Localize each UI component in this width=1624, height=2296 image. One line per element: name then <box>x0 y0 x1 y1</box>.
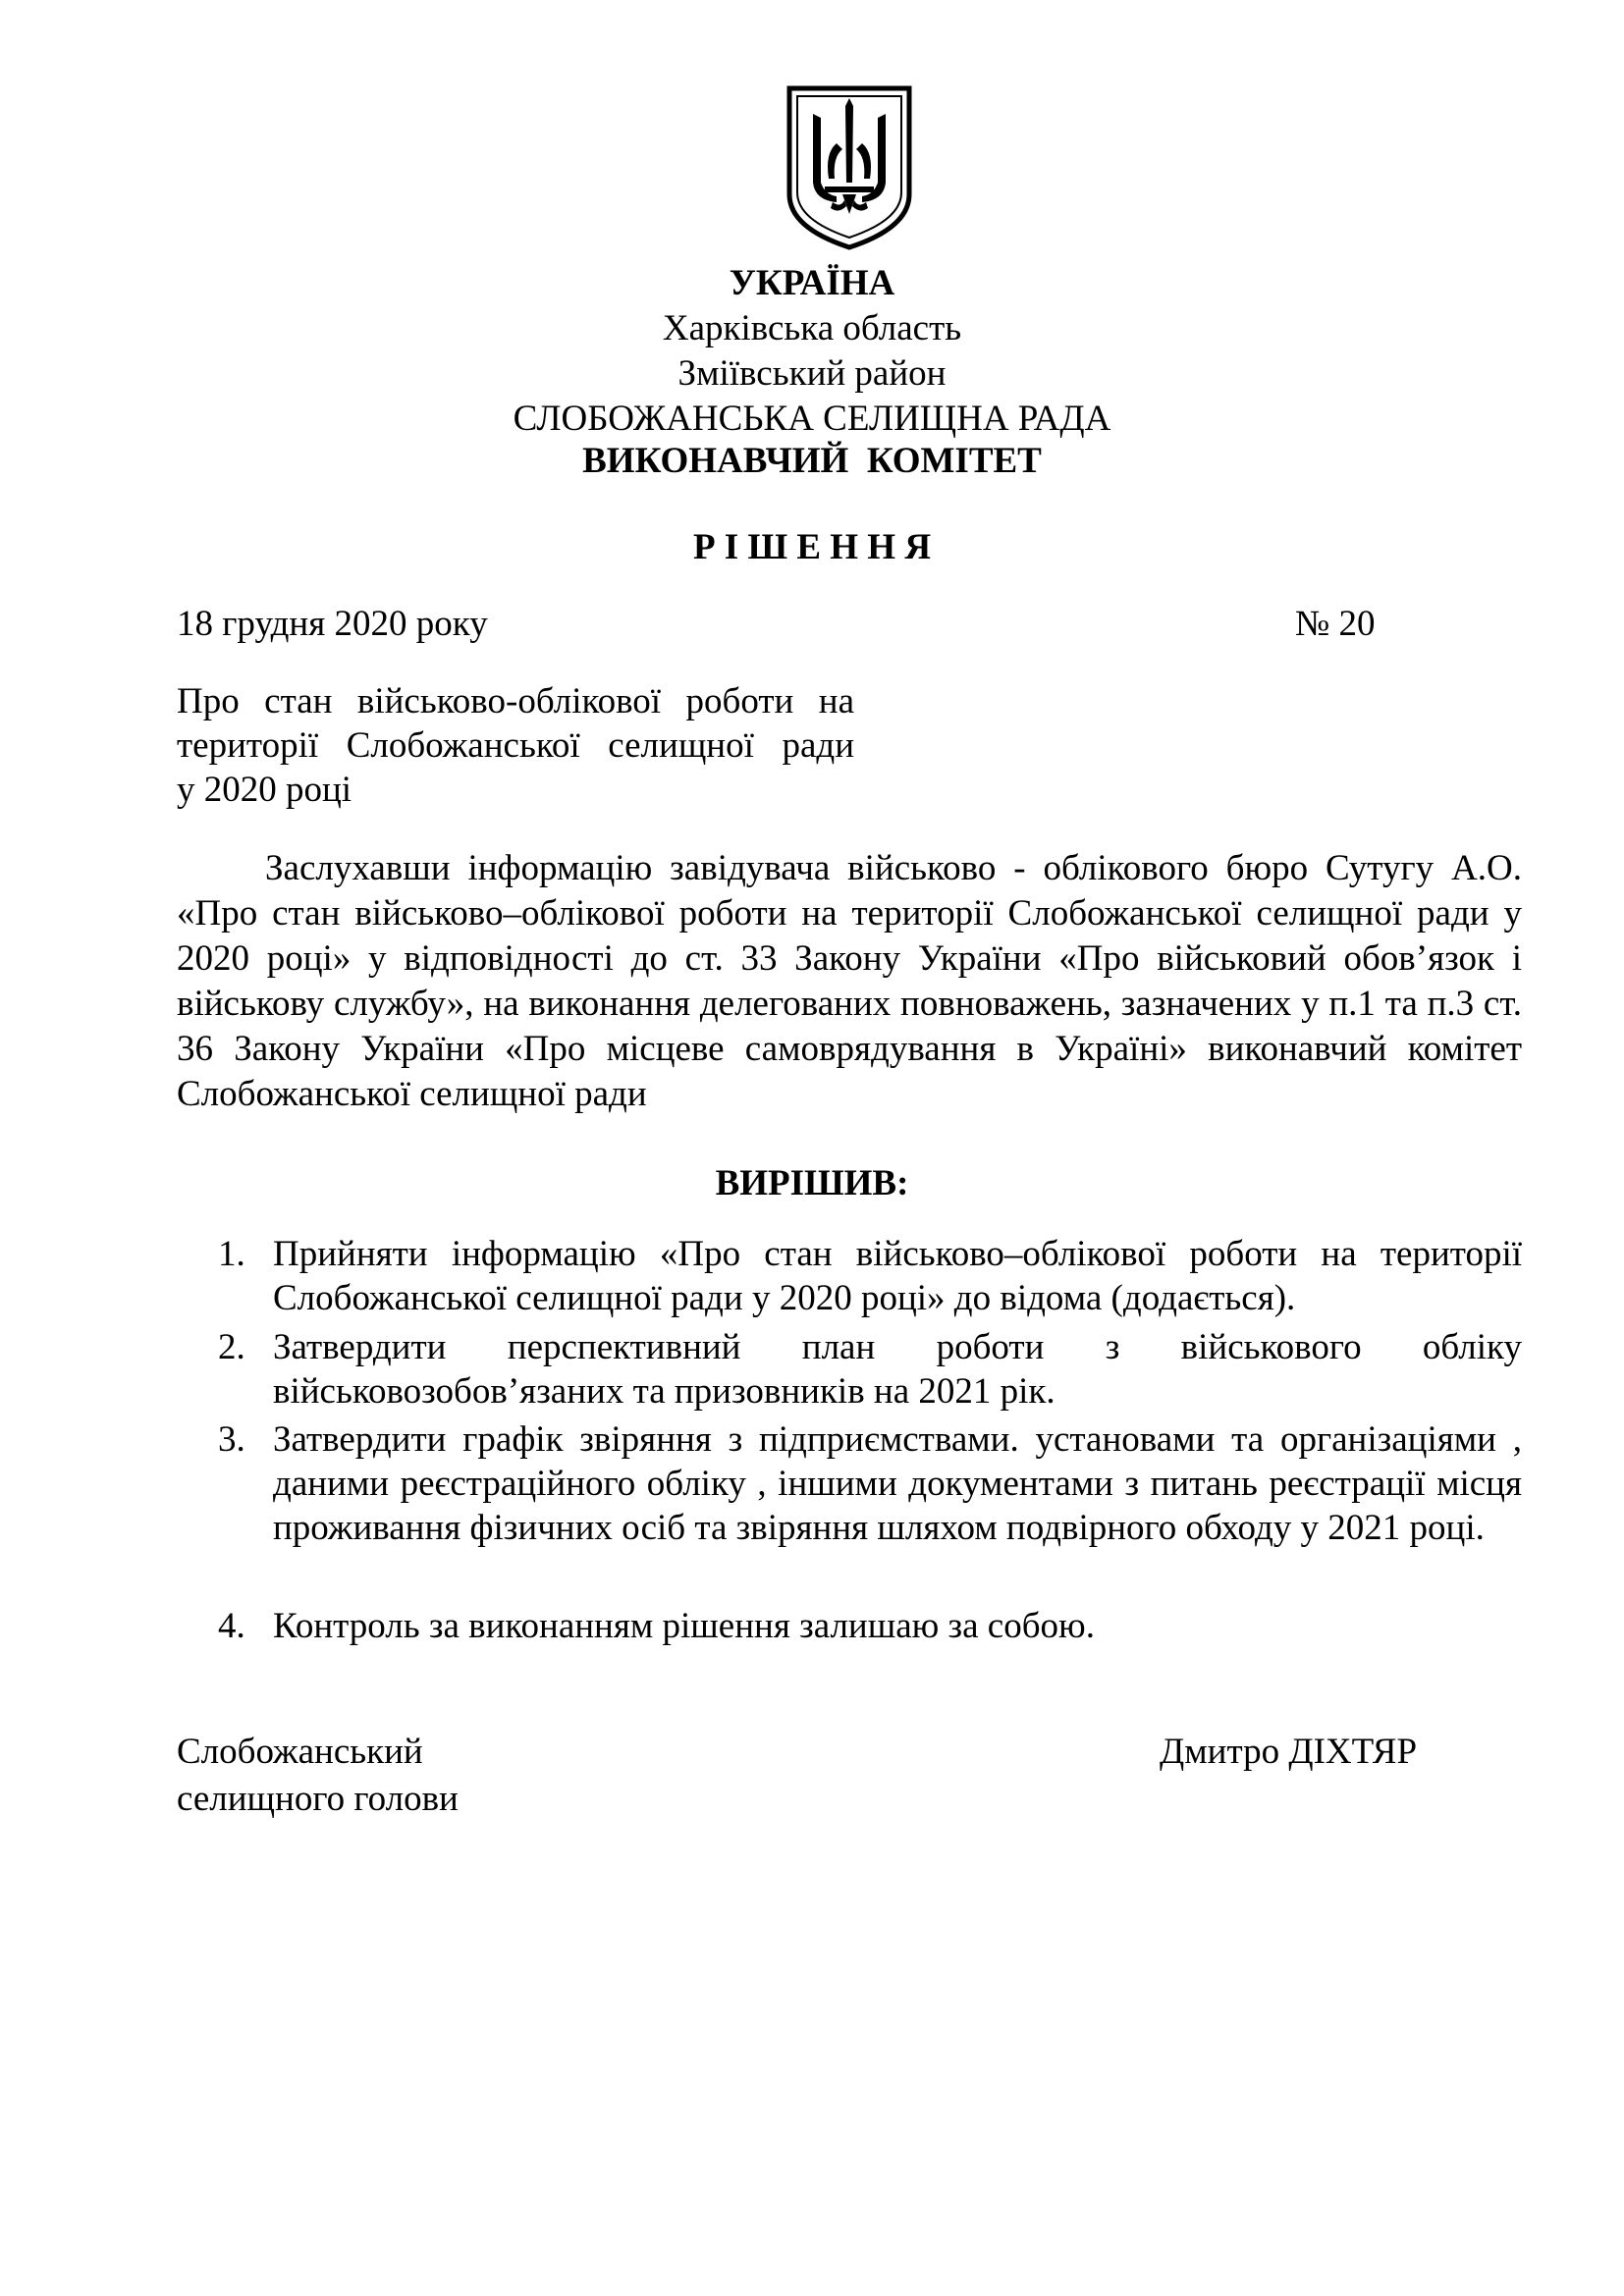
council-name: СЛОБОЖАНСЬКА СЕЛИЩНА РАДА <box>513 399 1111 439</box>
preamble-paragraph: Заслухавши інформацію завідувача військово - облікового бюро Сутугу А.О. «Про стан військово–облікової роботи на території Слобожанської селищної ради у 2020 році» у відповідності до ст. 33 Закону України «Про військовий обов’язок і військову службу», на виконання делегованих повноважень, зазначених у п.1 та п.3 ст. 36 Закону України «Про місцеве самоврядування в Україні» виконавчий комітет Слобожанської селищної ради <box>177 848 1522 1114</box>
region-name: Харківська область <box>662 308 962 348</box>
item-number: 2. <box>218 1327 245 1367</box>
item-number: 3. <box>218 1419 245 1460</box>
subject-line: території Слобожанської селищної ради <box>177 725 854 766</box>
item-text: Прийняти інформацію «Про стан військово–облікової роботи на території Слобожанської селищної ради у 2020 році» до відома (додається). <box>273 1234 1522 1318</box>
committee-name: ВИКОНАВЧИЙ КОМІТЕТ <box>582 441 1042 481</box>
item-text: Затвердити перспективний план роботи з військового обліку військовозобов’язаних та призовників на 2021 рік. <box>273 1327 1522 1412</box>
country-name: УКРАЇНА <box>729 263 895 303</box>
document-number: № 20 <box>1295 604 1376 644</box>
document-date: 18 грудня 2020 року <box>177 604 488 644</box>
signatory-name: Дмитро ДІХТЯР <box>1160 1732 1418 1772</box>
signature-title-line2: селищного голови <box>177 1779 459 1819</box>
document-type: Р І Ш Е Н Н Я <box>692 527 932 567</box>
subject-block <box>177 679 854 812</box>
item-text: Контроль за виконанням рішення залишаю за собою. <box>273 1606 1095 1646</box>
item-number: 4. <box>218 1606 245 1646</box>
signature-title-line1: Слобожанський <box>177 1732 423 1772</box>
subject-line: Про стан військово-облікової роботи на <box>177 681 854 721</box>
subject-line: у 2020 році <box>177 770 352 810</box>
coat-of-arms-icon <box>785 84 913 251</box>
decided-heading: ВИРІШИВ: <box>715 1163 909 1203</box>
item-text: Затвердити графік звіряння з підприємствами. установами та організаціями , даними реєстраційного обліку , іншими документами з питань реєстрації місця проживання фізичних осіб та звіряння шляхом подвірного обходу у 2021 році. <box>273 1419 1522 1548</box>
item-number: 1. <box>218 1234 245 1274</box>
district-name: Зміївський район <box>677 353 947 394</box>
